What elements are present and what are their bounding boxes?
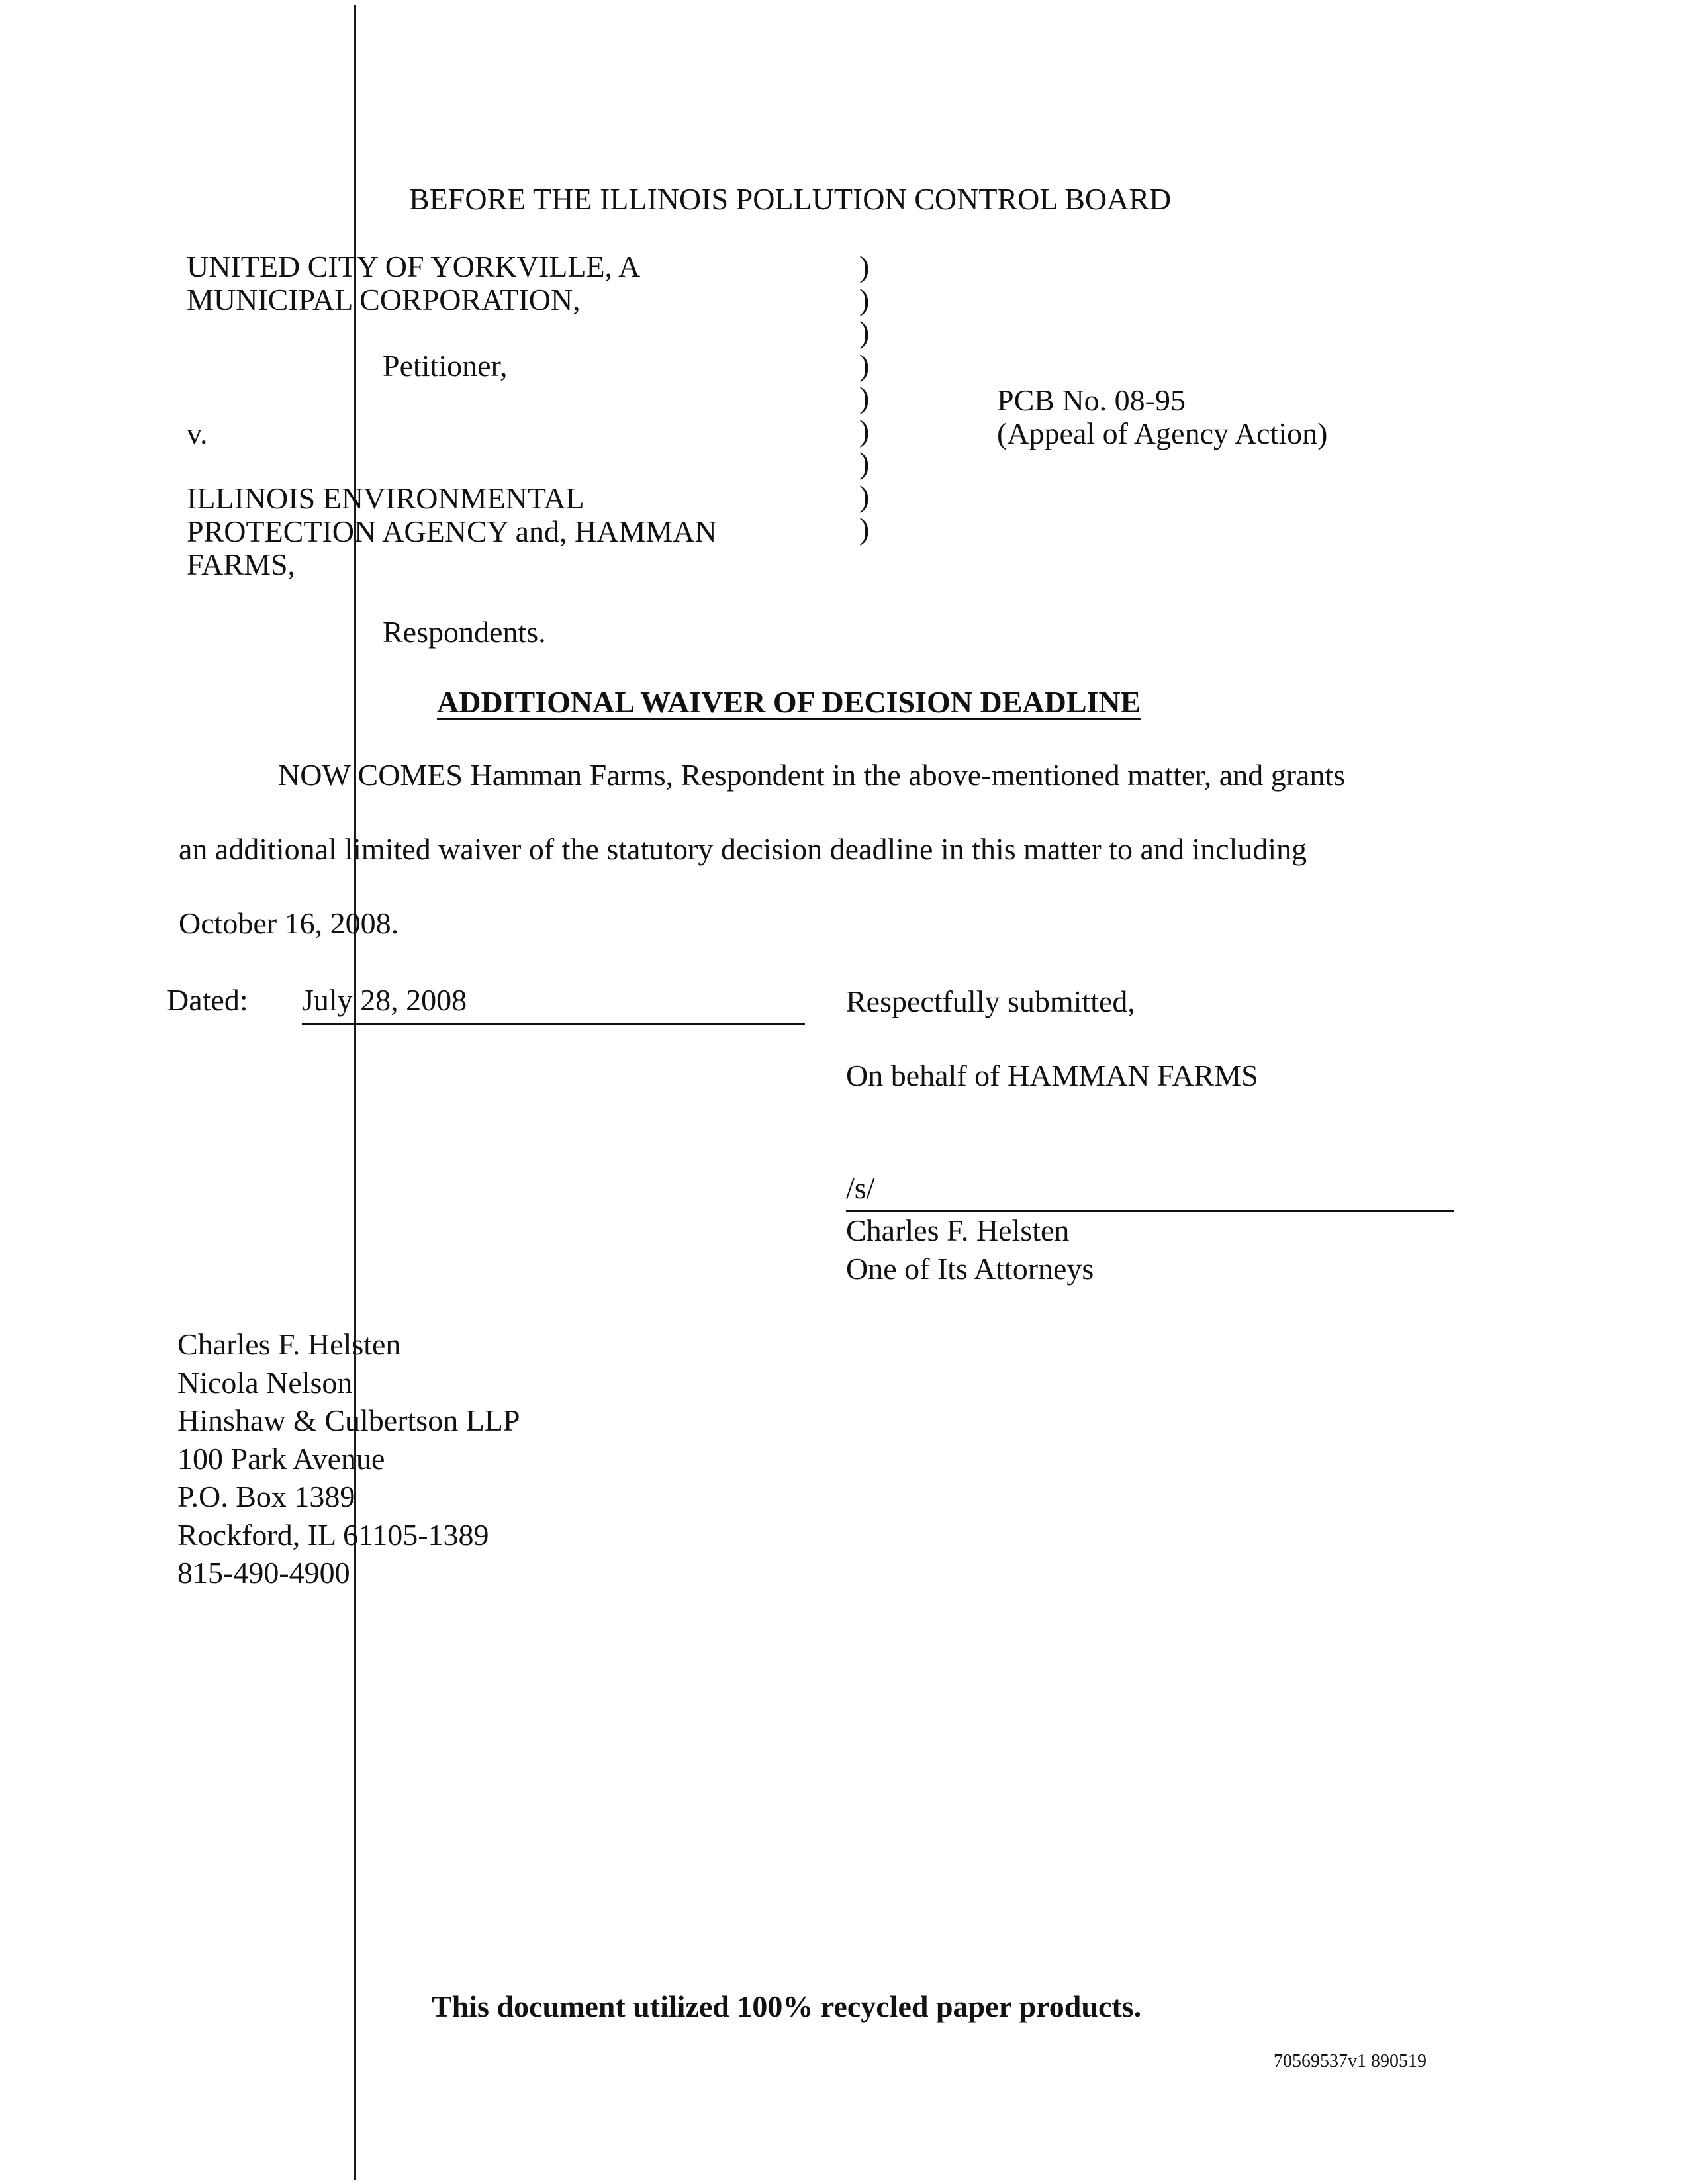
attorney-address [177, 1329, 520, 1596]
caption-paren: ) [859, 348, 870, 382]
address-line: Rockford, IL 61105-1389 [177, 1517, 489, 1552]
address-line: Hinshaw & Culbertson LLP [177, 1403, 520, 1437]
dated-underline [302, 1023, 805, 1025]
versus: v. [187, 416, 208, 450]
caption-paren: ) [859, 315, 870, 349]
document-heading: ADDITIONAL WAIVER OF DECISION DEADLINE [437, 685, 1141, 719]
closing: Respectfully submitted, [846, 984, 1135, 1018]
scan-artifact-line [354, 5, 356, 2180]
dated-value: July 28, 2008 [302, 983, 467, 1017]
address-line: P.O. Box 1389 [177, 1480, 355, 1513]
body-line-1: NOW COMES Hamman Farms, Respondent in the above-mentioned matter, and grants [278, 758, 1346, 792]
dated-label: Dated: [167, 983, 248, 1017]
petitioner-line-2: MUNICIPAL CORPORATION, [187, 283, 581, 316]
caption-paren: ) [859, 250, 870, 283]
caption-paren: ) [859, 413, 870, 448]
body-line-2: an additional limited waiver of the statutory decision deadline in this matter to and including [179, 832, 1307, 866]
caption-paren: ) [859, 381, 870, 414]
address-line: 815-490-4900 [177, 1556, 350, 1590]
case-type: (Appeal of Agency Action) [997, 416, 1328, 450]
body-line-3: October 16, 2008. [179, 906, 399, 940]
signature: /s/ [846, 1171, 875, 1205]
board-title: BEFORE THE ILLINOIS POLLUTION CONTROL BOARD [409, 182, 1172, 216]
respondent-line-3: FARMS, [187, 547, 296, 581]
case-number: PCB No. 08-95 [997, 383, 1186, 417]
address-line: Charles F. Helsten [177, 1327, 401, 1361]
document-number: 70569537v1 890519 [1274, 2051, 1427, 2071]
petitioner-line-1: UNITED CITY OF YORKVILLE, A [187, 250, 641, 283]
respondent-line-1: ILLINOIS ENVIRONMENTAL [187, 481, 585, 515]
on-behalf: On behalf of HAMMAN FARMS [846, 1059, 1258, 1092]
signature-line [846, 1210, 1454, 1212]
address-line: 100 Park Avenue [177, 1441, 385, 1476]
caption-paren: ) [859, 512, 870, 546]
recycled-paper-note: This document utilized 100% recycled paper products. [432, 1989, 1142, 2023]
signer-name: Charles F. Helsten [846, 1213, 1070, 1247]
respondent-line-2: PROTECTION AGENCY and, HAMMAN [187, 514, 717, 548]
address-line: Nicola Nelson [177, 1365, 353, 1400]
petitioner-role: Petitioner, [383, 349, 508, 383]
caption-paren: ) [859, 479, 870, 513]
caption-paren: ) [859, 282, 870, 316]
signer-title: One of Its Attorneys [846, 1252, 1094, 1286]
respondent-role: Respondents. [383, 615, 546, 649]
caption-paren: ) [859, 446, 870, 480]
caption-paren-column [859, 250, 869, 546]
